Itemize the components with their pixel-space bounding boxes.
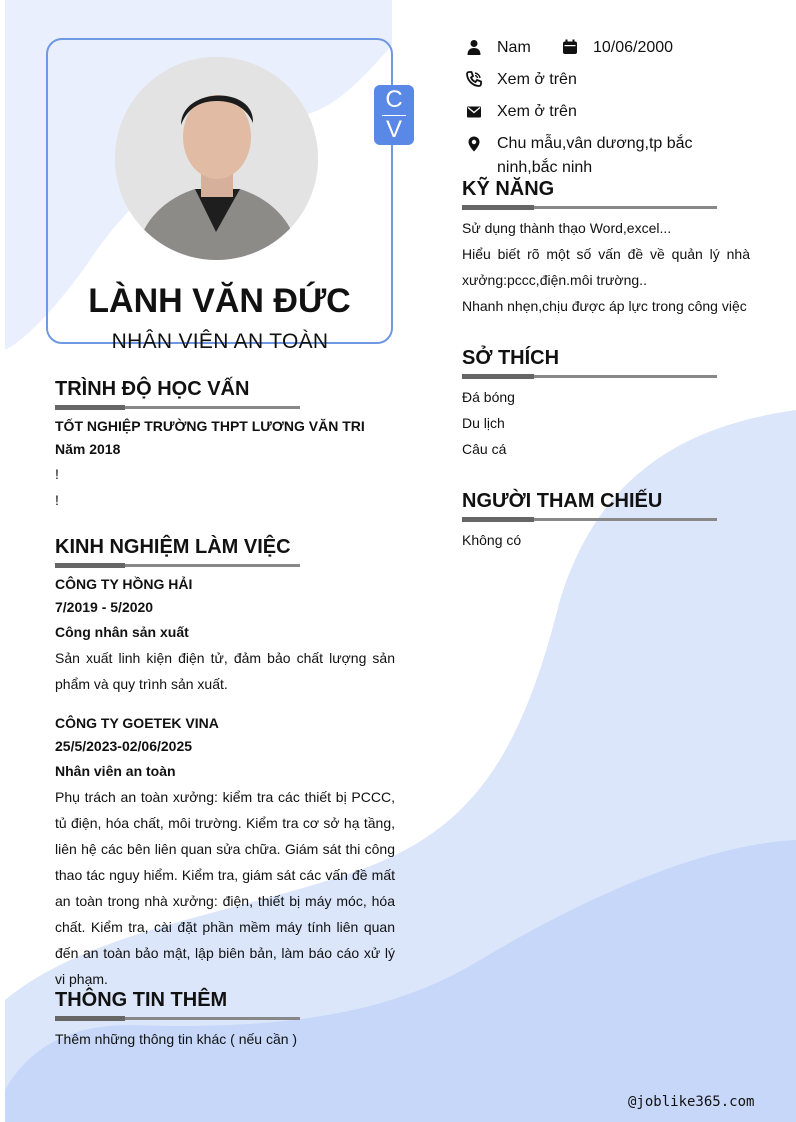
job-company: CÔNG TY HỒNG HẢI [55, 576, 193, 592]
contact-phone [466, 71, 646, 91]
job-title: NHÂN VIÊN AN TOÀN [111, 330, 329, 353]
education-note: ! [55, 466, 59, 482]
job-position: Công nhân sản xuất [55, 624, 189, 640]
experience-rule [55, 564, 300, 567]
phone-icon [466, 71, 482, 87]
education-rule [55, 406, 300, 409]
skills-rule [462, 206, 717, 209]
additional-rule [55, 1017, 300, 1020]
experience-heading: KINH NGHIỆM LÀM VIỆC [55, 536, 291, 558]
education-heading: TRÌNH ĐỘ HỌC VẤN [55, 378, 250, 400]
avatar [115, 57, 318, 260]
contact-birth-date [562, 39, 722, 59]
address-line-2: ninh,bắc ninh [497, 159, 593, 176]
hobby-item: Đá bóng [462, 389, 515, 405]
person-icon [466, 39, 482, 55]
additional-heading: THÔNG TIN THÊM [55, 989, 228, 1011]
job-position: Nhân viên an toàn [55, 763, 176, 779]
education-school: TỐT NGHIỆP TRƯỜNG THPT LƯƠNG VĂN TRI [55, 418, 365, 434]
hobbies-heading: SỞ THÍCH [462, 347, 560, 369]
calendar-icon [562, 39, 578, 55]
additional-text: Thêm những thông tin khác ( nếu cần ) [55, 1031, 298, 1047]
envelope-icon [466, 104, 482, 120]
gender-value: Nam [497, 39, 531, 56]
map-pin-icon [466, 136, 482, 152]
education-note: ! [55, 492, 59, 508]
hobby-item: Câu cá [462, 441, 507, 457]
avatar-photo [115, 57, 318, 260]
address-line-1: Chu mẫu,vân dương,tp bắc [497, 135, 693, 152]
hobby-item: Du lịch [462, 415, 505, 431]
cv-badge-letter-c: C [385, 86, 403, 113]
email-value: Xem ở trên [497, 103, 577, 120]
birth-date-value: 10/06/2000 [593, 39, 674, 56]
references-rule [462, 518, 717, 521]
cv-badge-letter-v: V [385, 116, 402, 143]
job-company: CÔNG TY GOETEK VINA [55, 715, 219, 731]
candidate-name: LÀNH VĂN ĐỨC [88, 282, 351, 320]
references-text: Không có [462, 532, 522, 548]
cv-badge [374, 85, 414, 145]
skills-item: Hiểu biết rõ một số vấn đề về quản lý nhà xưởng:pccc,điện.môi trường.. [462, 246, 750, 288]
job-period: 7/2019 - 5/2020 [55, 599, 154, 615]
job-period: 25/5/2023-02/06/2025 [55, 738, 193, 754]
references-heading: NGƯỜI THAM CHIẾU [462, 490, 663, 512]
job-description: Sản xuất linh kiện điện tử, đảm bảo chất lượng sản phẩm và quy trình sản xuất. [55, 650, 395, 692]
skills-item: Sử dụng thành thạo Word,excel... [462, 220, 672, 236]
skills-item: Nhanh nhẹn,chịu được áp lực trong công việc [462, 298, 747, 314]
contact-address [466, 135, 726, 183]
skills-heading: KỸ NĂNG [462, 178, 555, 200]
watermark: @joblike365.com [628, 1094, 755, 1110]
contact-email [466, 103, 646, 123]
education-year: Năm 2018 [55, 441, 121, 457]
phone-value: Xem ở trên [497, 71, 577, 88]
hobbies-rule [462, 375, 717, 378]
job-description: Phụ trách an toàn xưởng: kiểm tra các thiết bị PCCC, tủ điện, hóa chất, môi trường. Kiểm tra cơ sở hạ tầng, liên hệ các bên liên quan sửa chữa. Giám sát thi công thao tác nguy hiểm. Kiểm tra, giám sát các vấn đề mất an toàn trong nhà xưởng: điện, thiết bị máy móc, hóa chất. Kiểm tra, cài đặt phần mềm máy tính liên quan đến an toàn bảo mật, lập biên bản, làm báo cáo xử lý vi phạm. [55, 789, 395, 987]
